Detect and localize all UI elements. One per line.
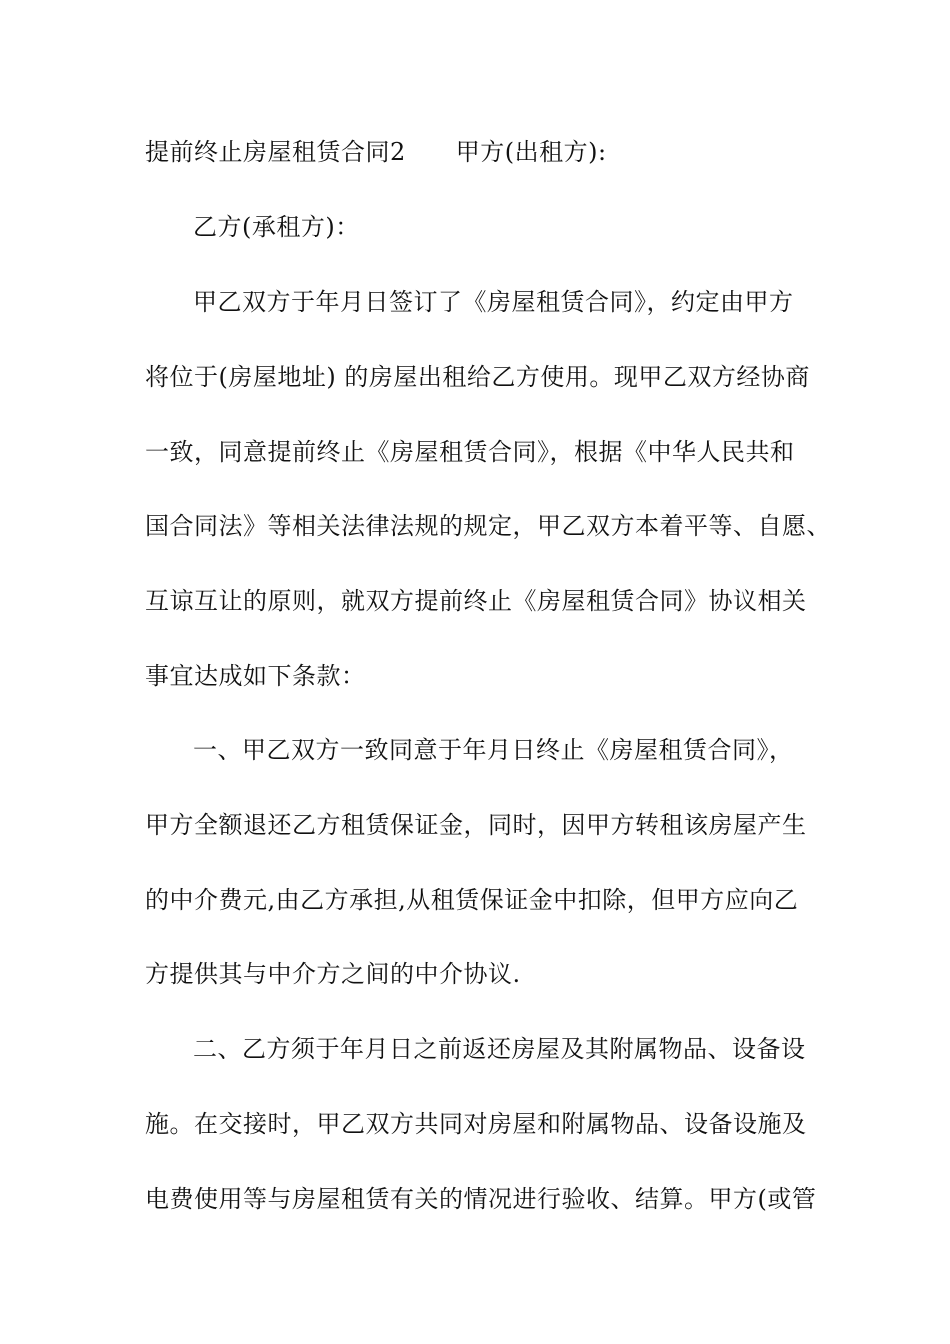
paragraph-line: 事宜达成如下条款： bbox=[145, 662, 366, 690]
clause-one-line: 一、甲乙双方一致同意于年月日终止《房屋租赁合同》， bbox=[193, 736, 794, 764]
title-line bbox=[145, 137, 845, 167]
paragraph-line: 互谅互让的原则，就双方提前终止《房屋租赁合同》协议相关 bbox=[145, 587, 807, 615]
paragraph-line: 方提供其与中介方之间的中介协议. bbox=[145, 960, 521, 988]
party-b-label: 乙方(承租方)： bbox=[193, 213, 360, 241]
clause-two-line: 二、乙方须于年月日之前返还房屋及其附属物品、设备设 bbox=[193, 1035, 806, 1063]
party-a-label: 甲方(出租方): bbox=[455, 138, 607, 166]
paragraph-line: 一致，同意提前终止《房屋租赁合同》，根据《中华人民共和 bbox=[145, 438, 795, 466]
paragraph-line: 将位于(房屋地址) 的房屋出租给乙方使用。现甲乙双方经协商 bbox=[145, 363, 810, 391]
paragraph-line: 甲乙双方于年月日签订了《房屋租赁合同》，约定由甲方 bbox=[193, 288, 794, 316]
paragraph-line: 电费使用等与房屋租赁有关的情况进行验收、结算。甲方(或管 bbox=[145, 1185, 817, 1213]
paragraph-line: 的中介费元,由乙方承担,从租赁保证金中扣除，但甲方应向乙 bbox=[145, 886, 799, 914]
paragraph-line: 甲方全额退还乙方租赁保证金，同时，因甲方转租该房屋产生 bbox=[145, 811, 807, 839]
paragraph-line: 施。在交接时，甲乙双方共同对房屋和附属物品、设备设施及 bbox=[145, 1110, 807, 1138]
document-title: 提前终止房屋租赁合同2 bbox=[145, 138, 406, 166]
paragraph-line: 国合同法》等相关法律法规的规定，甲乙双方本着平等、自愿、 bbox=[145, 512, 831, 540]
